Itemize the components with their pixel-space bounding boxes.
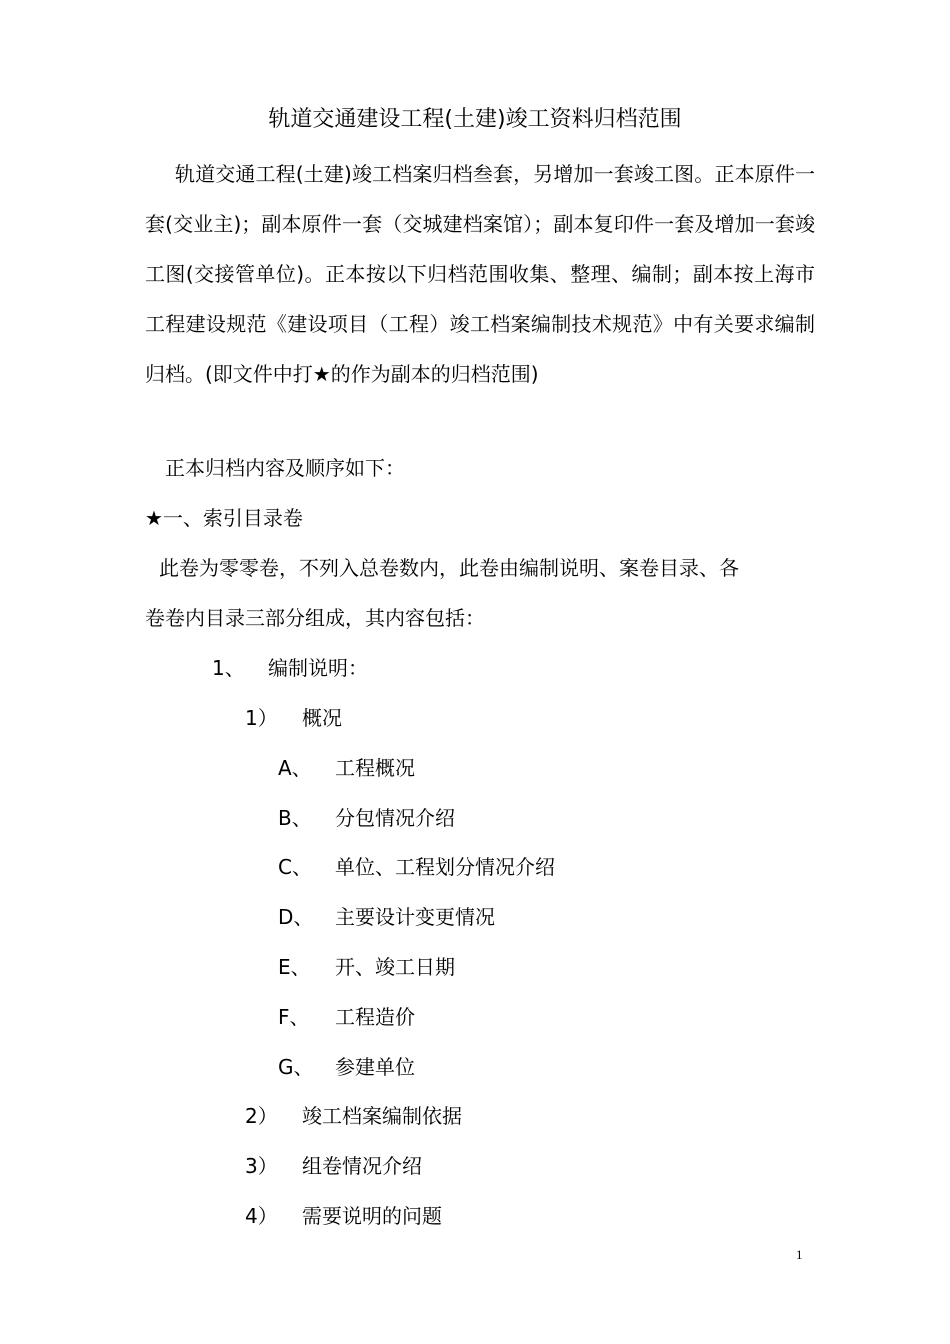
section-one-description-line-1: 此卷为零零卷，不列入总卷数内，此卷由编制说明、案卷目录、各 bbox=[159, 556, 739, 580]
list-item-number: D、 bbox=[278, 905, 314, 929]
list-item-number: F、 bbox=[278, 1005, 310, 1029]
order-heading: 正本归档内容及顺序如下： bbox=[165, 456, 405, 480]
list-item bbox=[278, 803, 455, 833]
list-item bbox=[278, 1052, 415, 1082]
list-item-number: A、 bbox=[278, 756, 312, 780]
list-item-number: G、 bbox=[278, 1055, 314, 1079]
list-item-label: 开、竣工日期 bbox=[335, 955, 455, 979]
section-one-description-line-2: 卷卷内目录三部分组成，其内容包括： bbox=[145, 606, 485, 630]
list-item-number: 1） bbox=[245, 706, 278, 730]
list-item-number: 1、 bbox=[212, 656, 245, 680]
list-item-label: 概况 bbox=[302, 706, 342, 730]
list-item bbox=[212, 653, 368, 683]
list-item bbox=[278, 753, 415, 783]
list-item-label: 单位、工程划分情况介绍 bbox=[335, 855, 555, 879]
section-one-heading: ★一、索引目录卷 bbox=[145, 506, 303, 530]
list-item-number: 4） bbox=[245, 1204, 278, 1228]
list-item bbox=[278, 902, 495, 932]
list-item-label: 工程造价 bbox=[335, 1005, 415, 1029]
list-item-number: 2） bbox=[245, 1104, 278, 1128]
document-title: 轨道交通建设工程(土建)竣工资料归档范围 bbox=[268, 107, 682, 132]
list-item-number: B、 bbox=[278, 806, 312, 830]
list-item-label: 分包情况介绍 bbox=[335, 806, 455, 830]
list-item-label: 工程概况 bbox=[335, 756, 415, 780]
list-item-number: E、 bbox=[278, 955, 311, 979]
list-item-label: 编制说明： bbox=[268, 656, 368, 680]
list-item-label: 竣工档案编制依据 bbox=[302, 1104, 462, 1128]
list-item bbox=[245, 1101, 462, 1131]
list-item-label: 参建单位 bbox=[335, 1055, 415, 1079]
list-item-number: 3） bbox=[245, 1154, 278, 1178]
list-item-number: C、 bbox=[278, 855, 312, 879]
list-item bbox=[278, 852, 555, 882]
list-item bbox=[245, 1201, 442, 1231]
list-item bbox=[245, 703, 342, 733]
intro-paragraph: 轨道交通工程(土建)竣工档案归档叁套，另增加一套竣工图。正本原件一套(交业主)；副本原件一套（交城建档案馆）；副本复印件一套及增加一套竣工图(交接管单位)。正本按以下归档范围收集、整理、编制；副本按上海市工程建设规范《建设项目（工程）竣工档案编制技术规范》中有关要求编制归档。(即文件中打★的作为副本的归档范围) bbox=[145, 162, 815, 386]
list-item-label: 需要说明的问题 bbox=[302, 1204, 442, 1228]
list-item-label: 主要设计变更情况 bbox=[335, 905, 495, 929]
list-item bbox=[245, 1151, 422, 1181]
list-item bbox=[278, 952, 455, 982]
page-number: 1 bbox=[796, 1247, 803, 1262]
list-item-label: 组卷情况介绍 bbox=[302, 1154, 422, 1178]
list-item bbox=[278, 1002, 415, 1032]
